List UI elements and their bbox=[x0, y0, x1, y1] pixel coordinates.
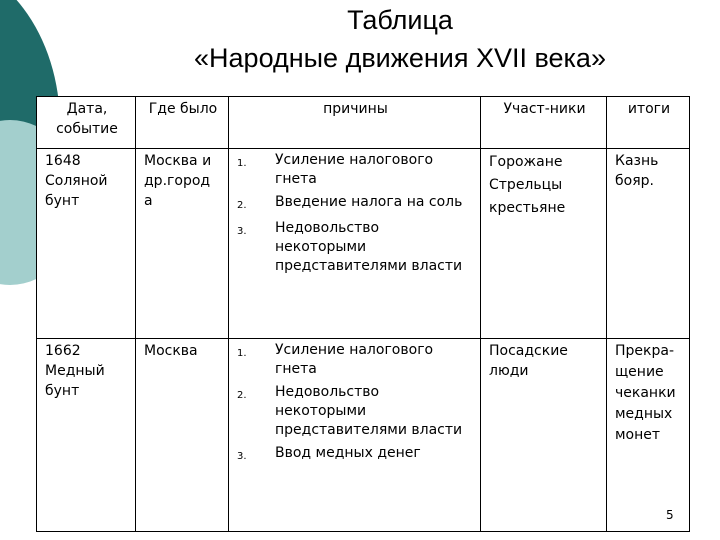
cell-results: Казнь бояр. bbox=[607, 149, 690, 339]
reason-text: Недовольство некоторыми представителями власти bbox=[275, 220, 463, 274]
table-row bbox=[37, 339, 690, 532]
cell-participants: Горожане Стрельцы крестьяне bbox=[481, 149, 607, 339]
reasons-list bbox=[237, 151, 474, 276]
table-row bbox=[37, 149, 690, 339]
reason-text: Недовольство некоторыми представителями власти bbox=[275, 384, 463, 438]
uprisings-table bbox=[36, 96, 690, 532]
cell-participants: Посадские люди bbox=[481, 339, 607, 532]
slide-title: Таблица bbox=[347, 5, 453, 35]
reason-number: 2. bbox=[237, 200, 247, 211]
reason-text: Усиление налогового гнета bbox=[275, 152, 434, 187]
cell-place: Москва bbox=[136, 339, 229, 532]
header-date: Дата, событие bbox=[37, 97, 136, 149]
cell-date: 1662 Медный бунт bbox=[37, 339, 136, 532]
cell-results: Прекра-щение чеканки медных монет bbox=[607, 339, 690, 532]
reason-text: Усиление налогового гнета bbox=[275, 342, 434, 377]
reason-number: 3. bbox=[237, 451, 247, 462]
reason-text: Ввод медных денег bbox=[275, 445, 421, 461]
reason-number: 1. bbox=[237, 158, 247, 169]
cell-reasons bbox=[229, 149, 481, 339]
table-header-row bbox=[37, 97, 690, 149]
slide-subtitle: «Народные движения XVII века» bbox=[194, 43, 606, 73]
header-participants: Участ-ники bbox=[481, 97, 607, 149]
reason-item bbox=[237, 383, 474, 440]
cell-reasons bbox=[229, 339, 481, 532]
reason-item bbox=[237, 193, 474, 215]
header-results: итоги bbox=[607, 97, 690, 149]
header-place: Где было bbox=[136, 97, 229, 149]
reason-number: 3. bbox=[237, 226, 247, 237]
reason-number: 2. bbox=[237, 390, 247, 401]
reason-number: 1. bbox=[237, 348, 247, 359]
cell-date: 1648 Соляной бунт bbox=[37, 149, 136, 339]
reason-item bbox=[237, 341, 474, 379]
reasons-list bbox=[237, 341, 474, 466]
reason-text: Введение налога на соль bbox=[275, 194, 463, 210]
reason-item bbox=[237, 151, 474, 189]
page-number: 5 bbox=[666, 508, 674, 522]
cell-place: Москва и др.город а bbox=[136, 149, 229, 339]
header-reasons: причины bbox=[229, 97, 481, 149]
reason-item bbox=[237, 444, 474, 466]
reason-item bbox=[237, 219, 474, 276]
